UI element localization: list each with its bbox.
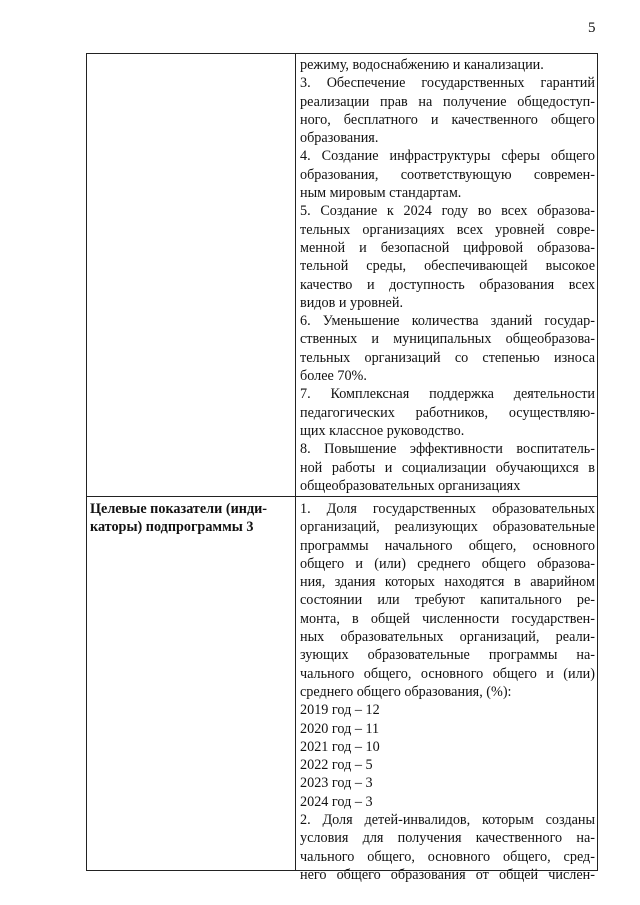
label-line: каторы) подпрограммы 3 [90,519,254,536]
text-line: 3. Обеспечение государственных гарантий [300,75,595,92]
text-line: ной работы и социализации обучающихся в [300,459,595,476]
text-line: щих классное руководство. [300,422,465,439]
target-indicators-label [90,500,290,537]
text-line: тельных организаций со степенью износа [300,349,595,366]
text-line: 1. Доля государственных образовательных [300,501,595,517]
column-divider [295,54,296,870]
text-line: качество и доступность образования всех [300,276,595,293]
text-line: 8. Повышение эффективности воспитатель- [300,441,595,458]
page-number: 5 [588,20,596,36]
text-line: тельных организациях всех уровней совре- [300,221,595,238]
text-line: ных образовательных организаций, реали- [300,629,595,646]
text-line: него общего образования от общей числен- [300,866,595,883]
text-line: педагогических работников, осуществляю- [300,404,595,421]
text-line: условия для получения качественного на- [300,830,595,847]
text-line: ного, бесплатного и качественного общего [300,111,595,128]
subprogram-table [86,53,598,883]
text-line: 2021 год – 10 [300,738,380,755]
text-line: ственных и муниципальных общеобразова- [300,331,595,348]
text-line: общего и (или) среднего общего образова- [300,555,595,572]
text-line: 2. Доля детей-инвалидов, которым созданы [300,812,595,829]
text-line: монта, в общей численности государствен- [300,610,595,627]
text-line: 2023 год – 3 [300,775,373,792]
label-line: Целевые показатели (инди- [90,501,268,517]
text-line: ния, здания которых находятся в аварийном [300,574,595,591]
text-line: образования, соответствующую современ- [300,166,595,183]
text-line: состоянии или требуют капитального ре- [300,592,595,609]
text-line: 6. Уменьшение количества зданий государ- [300,313,595,330]
text-line: 2024 год – 3 [300,793,373,810]
text-line: программы начального общего, основного [300,537,595,554]
text-line: тельной среды, обеспечивающей высокое [300,258,595,275]
target-indicators-text-cell [300,500,595,884]
text-line: чального общего, основного общего, сред- [300,848,595,865]
text-line: режиму, водоснабжению и канализации. [300,57,544,73]
text-line: ным мировым стандартам. [300,185,462,202]
row-divider [87,496,597,497]
text-line: общеобразовательных организациях [300,477,521,494]
text-line: 4. Создание инфраструктуры сферы общего [300,148,595,165]
text-line: зующих образовательные программы на- [300,647,595,664]
text-line: более 70%. [300,368,367,385]
text-line: 2019 год – 12 [300,702,380,719]
text-line: менной и безопасной цифровой образова- [300,239,595,256]
text-line: среднего общего образования, (%): [300,683,512,700]
text-line: видов и уровней. [300,294,403,311]
text-line: организаций, реализующих образовательные [300,519,595,536]
text-line: 2022 год – 5 [300,757,373,774]
text-line: чального общего, основного общего и (или) [300,665,595,682]
text-line: 5. Создание к 2024 году во всех образова- [300,203,595,220]
text-line: реализации прав на получение общедоступ- [300,93,595,110]
text-line: 7. Комплексная поддержка деятельности [300,386,595,403]
tasks-text-cell [300,56,595,495]
text-line: 2020 год – 11 [300,720,380,737]
text-line: образования. [300,130,379,147]
